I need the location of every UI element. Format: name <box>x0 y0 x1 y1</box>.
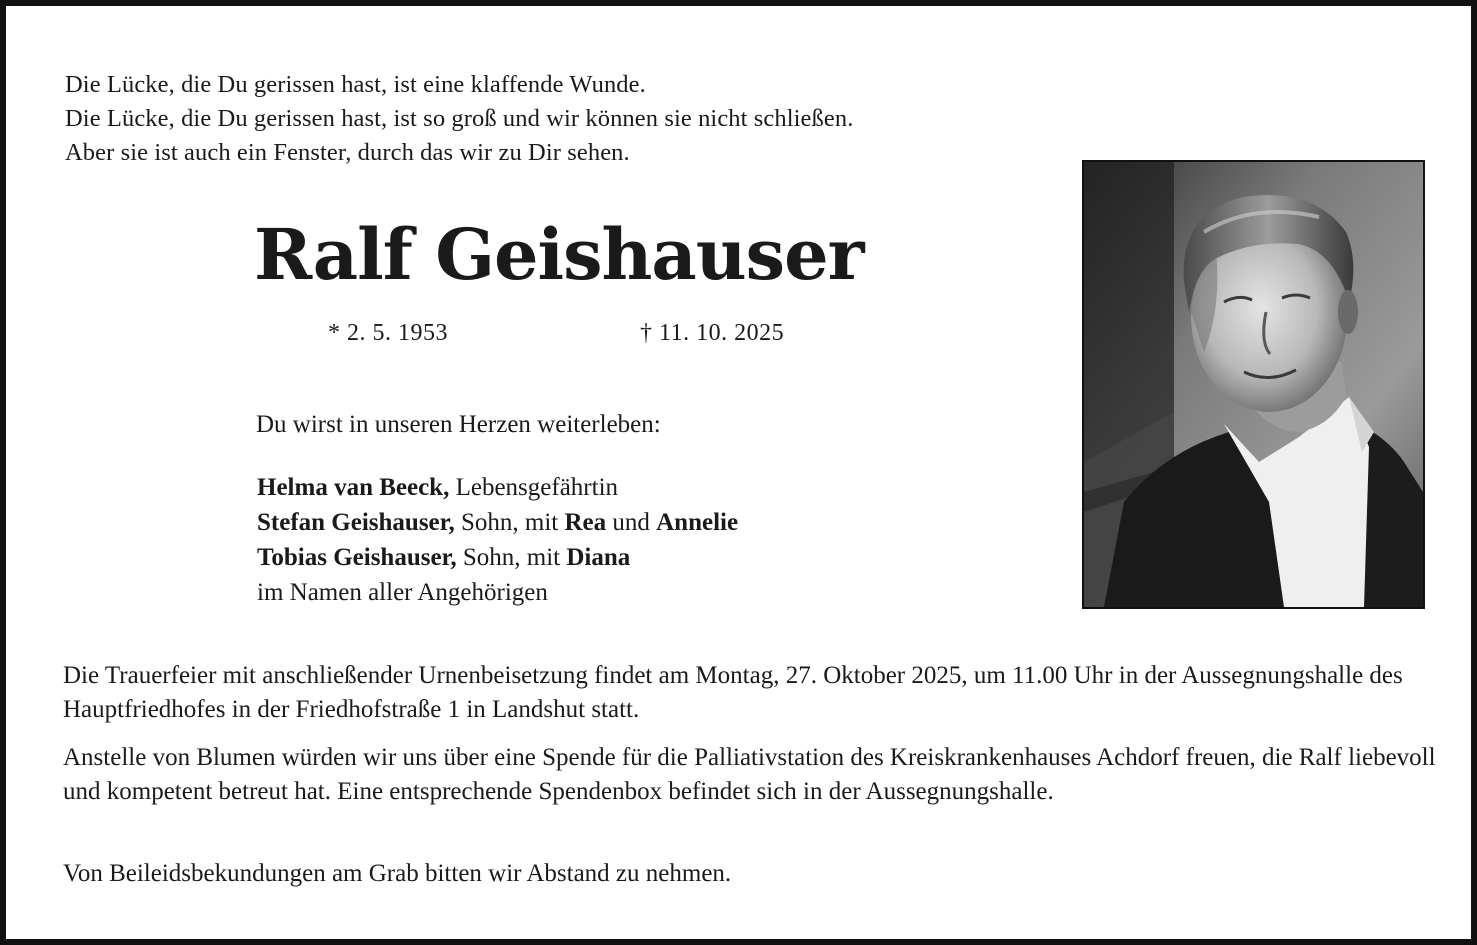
mourner-1 <box>257 470 738 505</box>
portrait-image <box>1084 162 1423 607</box>
death-date: † 11. 10. 2025 <box>640 320 785 346</box>
deceased-name: Ralf Geishauser <box>254 213 864 296</box>
mourners-all: im Namen aller Angehörigen <box>257 579 548 606</box>
poem-line-3: Aber sie ist auch ein Fenster, durch das wir zu Dir sehen. <box>65 139 630 166</box>
mourner-2-child-2: Annelie <box>656 509 739 536</box>
mourner-2-name: Stefan Geishauser, <box>257 509 455 536</box>
birth-date: * 2. 5. 1953 <box>328 320 448 346</box>
poem-line-2: Die Lücke, die Du gerissen hast, ist so groß und wir können sie nicht schließen. <box>65 105 854 132</box>
mourner-3-name: Tobias Geishauser, <box>257 544 457 571</box>
mourner-2 <box>257 505 738 540</box>
ceremony-notice: Die Trauerfeier mit anschließender Urnenbeisetzung findet am Montag, 27. Oktober 2025, um 11.00 Uhr in der Aussegnungshalle des Hauptfriedhofes in der Friedhofstraße 1 in Landshut statt. <box>63 662 1403 723</box>
mourner-1-relation: Lebensgefährtin <box>449 474 619 501</box>
mourner-3-relation: Sohn, mit <box>456 544 567 571</box>
mourner-3 <box>257 540 738 575</box>
mourners-list <box>257 470 738 610</box>
mourner-2-and: und <box>606 509 657 536</box>
mourner-1-name: Helma van Beeck, <box>257 474 450 501</box>
mourner-2-child-1: Rea <box>564 509 607 536</box>
portrait-photo <box>1082 160 1425 609</box>
donation-notice: Anstelle von Blumen würden wir uns über eine Spende für die Palliativstation des Kreiskrankenhauses Achdorf freuen, die Ralf liebevoll und kompetent betreut hat. Eine entsprechende Spendenbox befindet sich in der Aussegnungshalle. <box>63 744 1436 805</box>
poem <box>65 68 853 170</box>
mourner-2-relation: Sohn, mit <box>454 509 565 536</box>
poem-line-1: Die Lücke, die Du gerissen hast, ist eine klaffende Wunde. <box>65 71 646 98</box>
condolence-notice: Von Beileidsbekundungen am Grab bitten wir Abstand zu nehmen. <box>63 860 732 887</box>
mourner-3-child-1: Diana <box>566 544 631 571</box>
mourners-intro: Du wirst in unseren Herzen weiterleben: <box>256 411 661 438</box>
